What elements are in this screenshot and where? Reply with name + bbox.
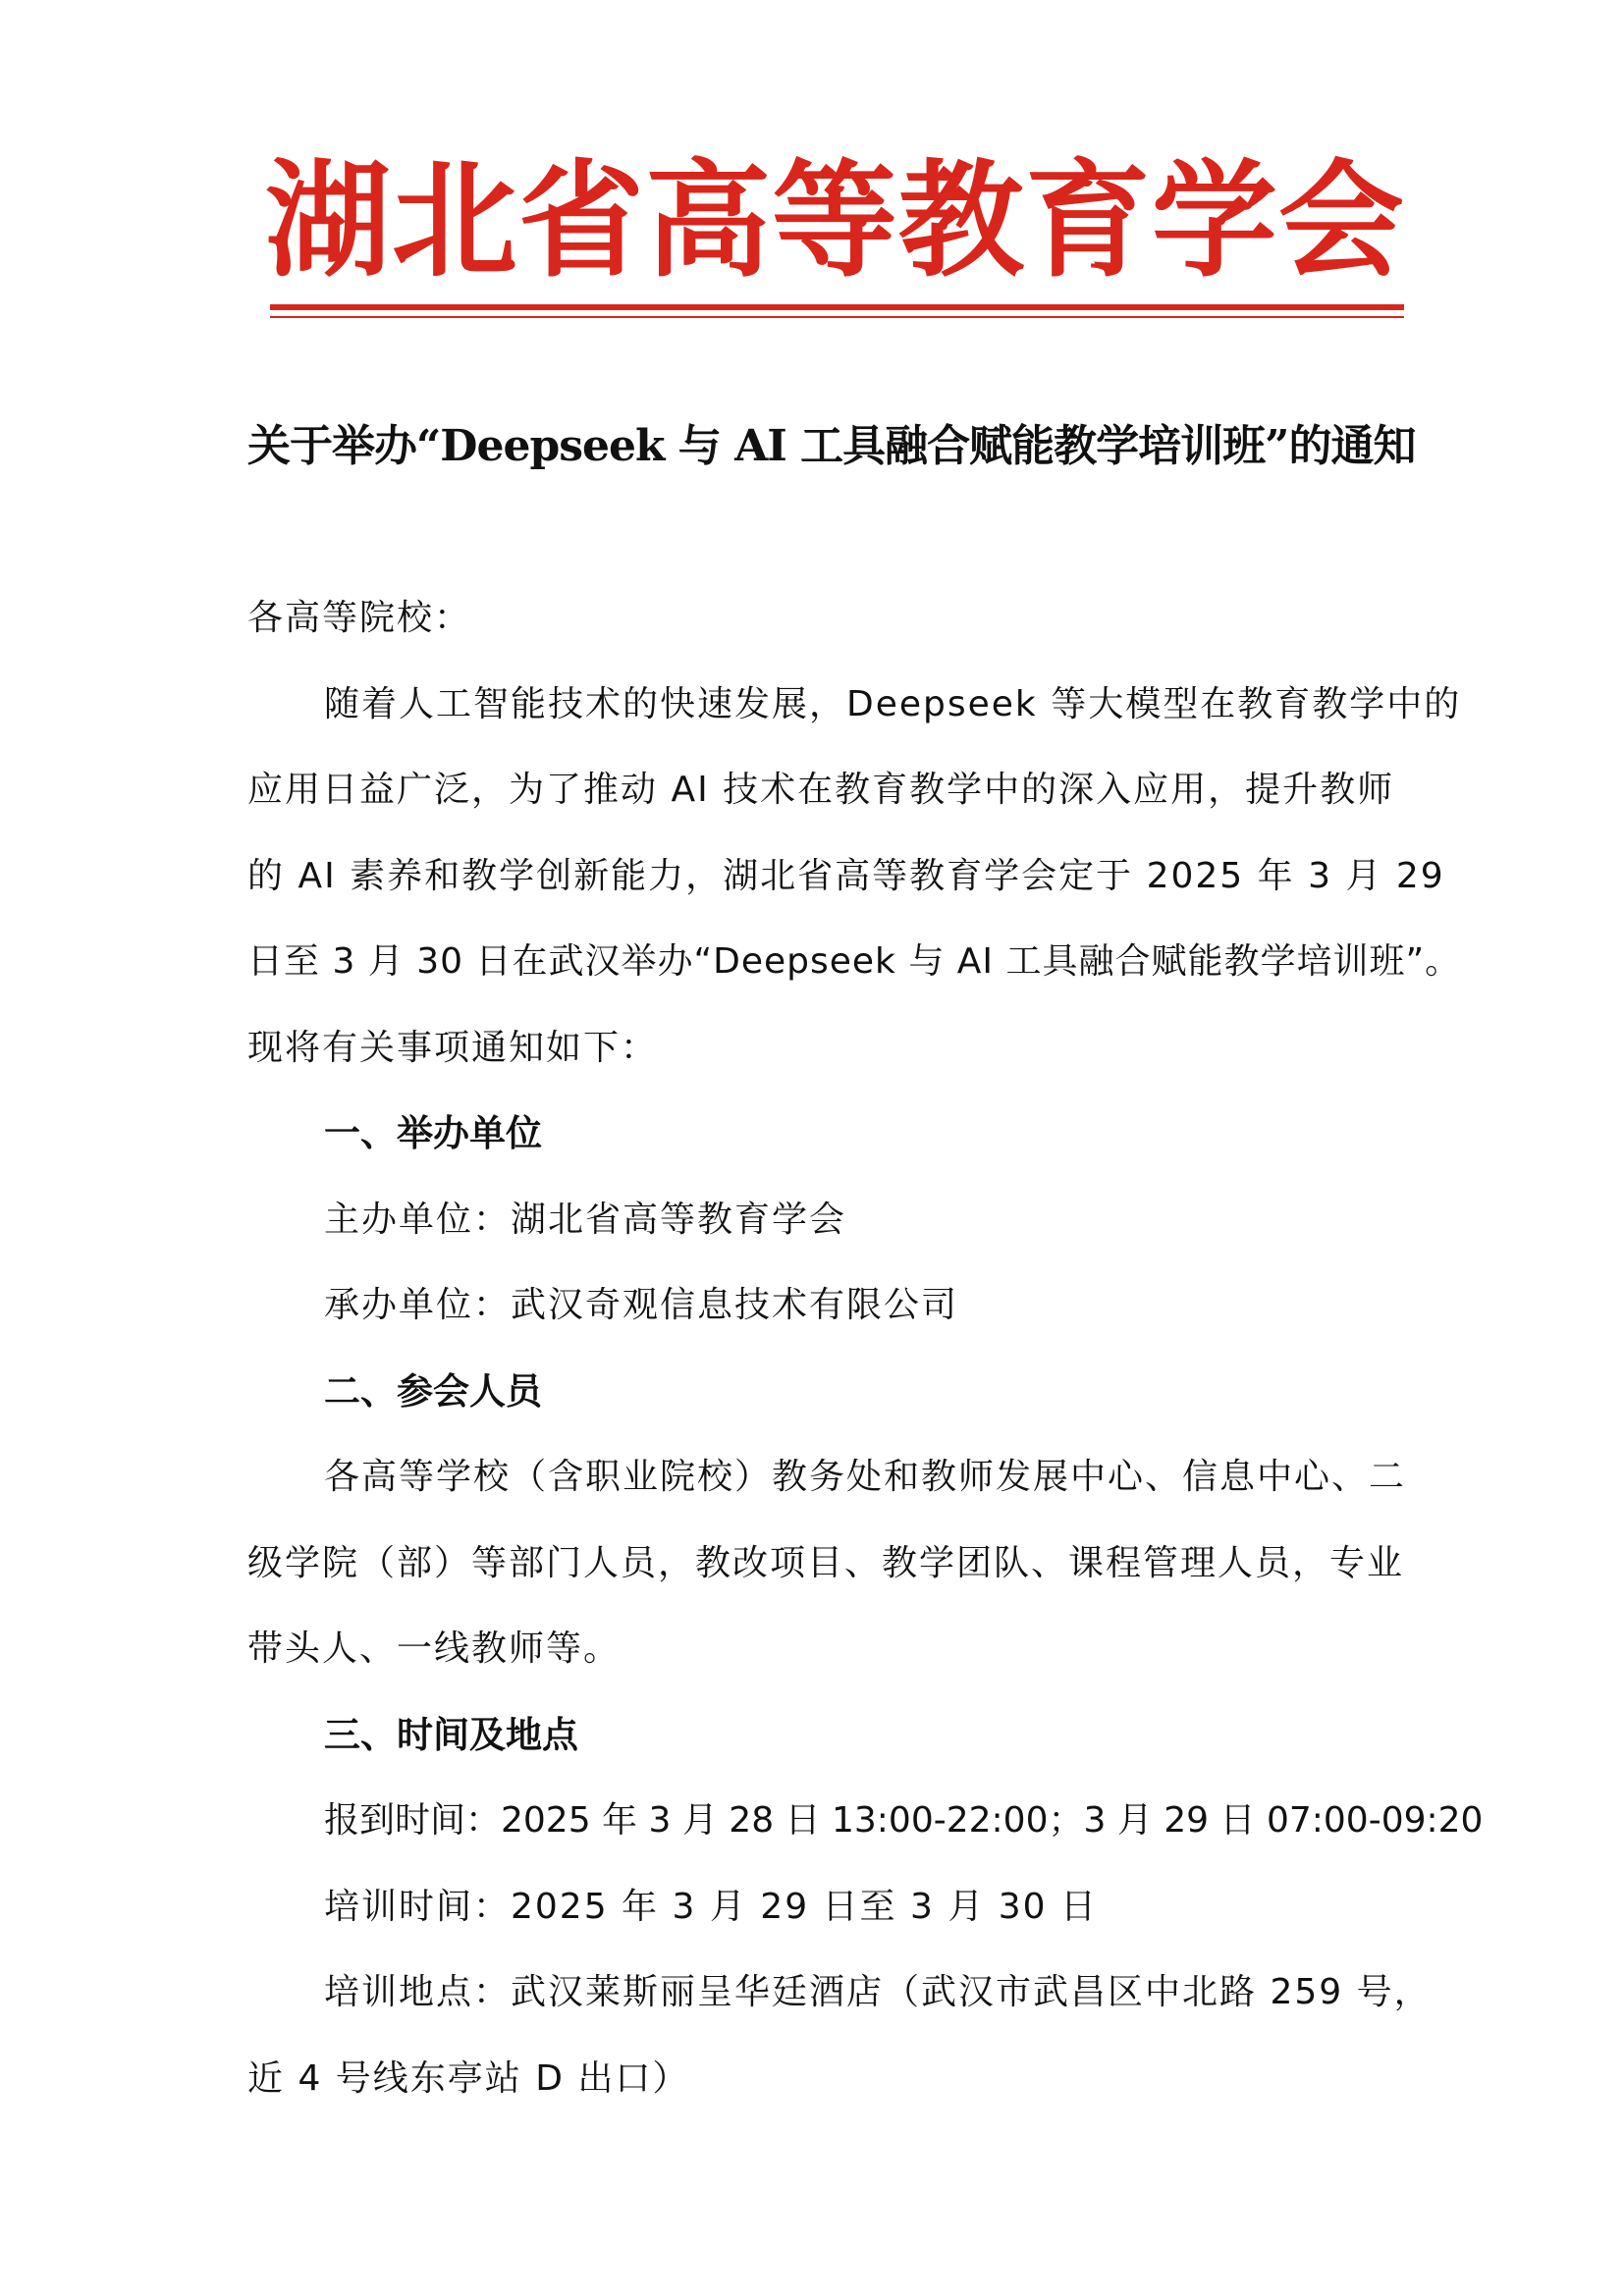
intro-line: 应用日益广泛，为了推动 AI 技术在教育教学中的深入应用，提升教师	[247, 770, 1395, 810]
host-unit: 主办单位：湖北省高等教育学会	[324, 1200, 847, 1240]
letterhead-char: 会	[1277, 147, 1404, 294]
letterhead-char: 高	[644, 147, 771, 294]
salutation: 各高等院校：	[247, 598, 472, 638]
participants-line: 各高等学校（含职业院校）教务处和教师发展中心、信息中心、二	[324, 1457, 1407, 1497]
training-time: 培训时间：2025 年 3 月 29 日至 3 月 30 日	[324, 1887, 1099, 1927]
section-heading-time-place: 三、时间及地点	[324, 1714, 578, 1756]
intro-line: 日至 3 月 30 日在武汉举办“Deepseek 与 AI 工具融合赋能教学培训班”。	[247, 941, 1462, 982]
intro-line: 现将有关事项通知如下：	[247, 1028, 659, 1068]
training-venue-cont: 近 4 号线东亭站 D 出口）	[247, 2058, 690, 2099]
document-title: 关于举办“Deepseek 与 AI 工具融合赋能教学培训班”的通知	[247, 421, 1416, 471]
participants-line: 带头人、一线教师等。	[247, 1629, 622, 1669]
participants-line: 级学院（部）等部门人员，教改项目、教学团队、课程管理人员，专业	[247, 1543, 1405, 1583]
letterhead-char: 等	[771, 147, 897, 294]
section-heading-organizers: 一、举办单位	[324, 1112, 542, 1154]
letterhead-title	[265, 147, 1404, 294]
section-heading-participants: 二、参会人员	[324, 1370, 542, 1413]
checkin-time: 报到时间：2025 年 3 月 28 日 13:00-22:00；3 月 29 日 07:00-09:20	[324, 1800, 1484, 1841]
letterhead-char: 湖	[265, 147, 392, 294]
letterhead-rule-thick	[270, 304, 1404, 310]
letterhead-char: 学	[1151, 147, 1277, 294]
letterhead-char: 育	[1024, 147, 1151, 294]
letterhead-char: 教	[897, 147, 1024, 294]
letterhead-char: 北	[391, 147, 517, 294]
intro-line: 的 AI 素养和教学创新能力，湖北省高等教育学会定于 2025 年 3 月 29	[247, 856, 1445, 896]
training-venue: 培训地点：武汉莱斯丽呈华廷酒店（武汉市武昌区中北路 259 号，	[324, 1972, 1432, 2012]
letterhead-rule-thin	[270, 316, 1404, 318]
intro-line: 随着人工智能技术的快速发展，Deepseek 等大模型在教育教学中的	[324, 684, 1462, 724]
letterhead-char: 省	[517, 147, 644, 294]
organizer-unit: 承办单位：武汉奇观信息技术有限公司	[324, 1285, 959, 1325]
